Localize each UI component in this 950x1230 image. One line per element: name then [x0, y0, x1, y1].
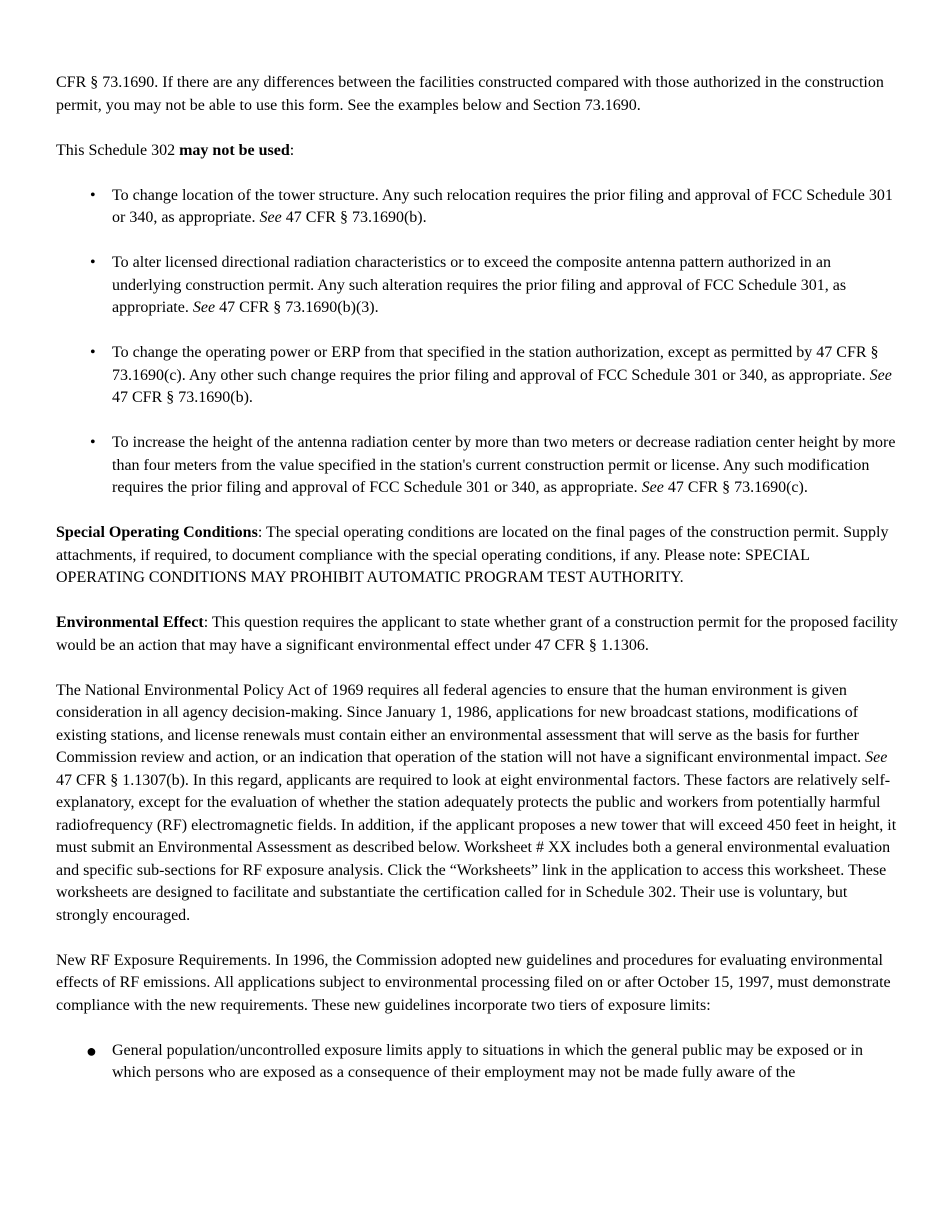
bullet-icon: ●: [86, 1040, 97, 1061]
nepa-text-b: 47 CFR § 1.1307(b). In this regard, applicants are required to look at eight environmental factors. These factors are relatively self-explanatory, except for the evaluation of whether the station adequately protects the public and workers from potentially harmful radiofrequency (RF) electromagnetic fields. In addition, if the applicant proposes a new tower that will exceed 450 feet in height, it must submit an Environmental Assessment as described below. Worksheet # XX includes both a general environmental evaluation and specific sub-sections for RF exposure analysis. Click the “Worksheets” link in the application to access this worksheet. These worksheets are designed to facilitate and substantiate the certification called for in Schedule 302. Their use is voluntary, but strongly encouraged.: [56, 771, 897, 924]
not-used-lead: This Schedule 302: [56, 141, 180, 159]
nepa-paragraph: [56, 680, 898, 928]
bullet-icon: •: [90, 254, 96, 271]
citation: 47 CFR § 73.1690(b)(3).: [215, 299, 379, 316]
bullet-icon: •: [90, 434, 96, 451]
citation: 47 CFR § 73.1690(c).: [663, 479, 808, 496]
intro-paragraph: [56, 72, 898, 117]
citation: 47 CFR § 73.1690(b).: [281, 209, 427, 226]
bullet-icon: •: [90, 344, 96, 361]
list-item: [56, 252, 898, 320]
list-item: [56, 342, 898, 410]
list-item-text: General population/uncontrolled exposure limits apply to situations in which the general public may be exposed or in which persons who are exposed as a consequence of their employment may not be made fully aware of the: [112, 1041, 863, 1081]
special-conditions-text: : The special operating conditions are located on the final pages of the construction permit. Supply attachments, if required, to document compliance with the special operating conditions, if any. Please note: SPECIAL OPERATING CONDITIONS MAY PROHIBIT AUTOMATIC PROGRAM TEST AUTHORITY.: [56, 524, 889, 586]
not-used-emphasis: may not be used: [179, 141, 290, 159]
nepa-text-a: The National Environmental Policy Act of 1969 requires all federal agencies to ensure that the human environment is given consideration in all agency decision-making. Since January 1, 1986, applications for new broadcast stations, modifications of existing stations, and license renewals must contain either an environmental assessment that will serve as the basis for further Commission review and action, or an indication that operation of the station will not have a significant environmental impact.: [56, 681, 866, 766]
list-item-text: To change location of the tower structure. Any such relocation requires the prior filing and approval of FCC Schedule 301 or 340, as appropriate.: [112, 186, 893, 226]
list-item-text: To increase the height of the antenna radiation center by more than two meters or decrease radiation center height by more than four meters from the value specified in the station's current construction permit or license. Any such modification requires the prior filing and approval of FCC Schedule 301 or 340, as appropriate.: [112, 434, 896, 496]
list-item: [56, 432, 898, 500]
not-used-tail: :: [289, 141, 295, 159]
see-reference: See: [259, 209, 282, 226]
rf-exposure-text: New RF Exposure Requirements. In 1996, the Commission adopted new guidelines and procedures for evaluating environmental effects of RF emissions. All applications subject to environmental processing filed on or after October 15, 1997, must demonstrate compliance with the new requirements. These new guidelines incorporate two tiers of exposure limits:: [56, 951, 891, 1014]
see-reference: See: [865, 749, 888, 766]
see-reference: See: [641, 479, 664, 496]
list-item-text: To change the operating power or ERP from that specified in the station authorization, except as permitted by 47 CFR § 73.1690(c). Any other such change requires the prior filing and approval of FCC Schedule 301 or 340, as appropriate.: [112, 344, 879, 384]
environmental-effect-heading: Environmental Effect: [56, 614, 204, 631]
rf-exposure-list: [56, 1040, 898, 1085]
not-used-paragraph: [56, 140, 898, 163]
see-reference: See: [869, 366, 892, 384]
not-used-list: [56, 185, 898, 500]
see-reference: See: [192, 299, 216, 316]
list-item: [56, 185, 898, 230]
special-conditions-paragraph: [56, 522, 898, 590]
citation: 47 CFR § 73.1690(b).: [112, 389, 253, 406]
environmental-effect-paragraph: [56, 612, 898, 657]
environmental-effect-text: : This question requires the applicant to state whether grant of a construction permit for the proposed facility would be an action that may have a significant environmental effect under 47 CFR § 1.1306.: [56, 614, 898, 654]
bullet-icon: •: [90, 186, 96, 204]
rf-exposure-paragraph: [56, 950, 898, 1018]
list-item: [56, 1040, 898, 1085]
intro-text: CFR § 73.1690. If there are any differences between the facilities constructed compared with those authorized in the construction permit, you may not be able to use this form. See the examples below and Section 73.1690.: [56, 74, 884, 114]
document-page: [56, 72, 898, 1085]
special-conditions-heading: Special Operating Conditions: [56, 524, 258, 541]
list-item-text: To alter licensed directional radiation characteristics or to exceed the composite antenna pattern authorized in an underlying construction permit. Any such alteration requires the prior filing and approval of FCC Schedule 301, as appropriate.: [112, 254, 847, 316]
